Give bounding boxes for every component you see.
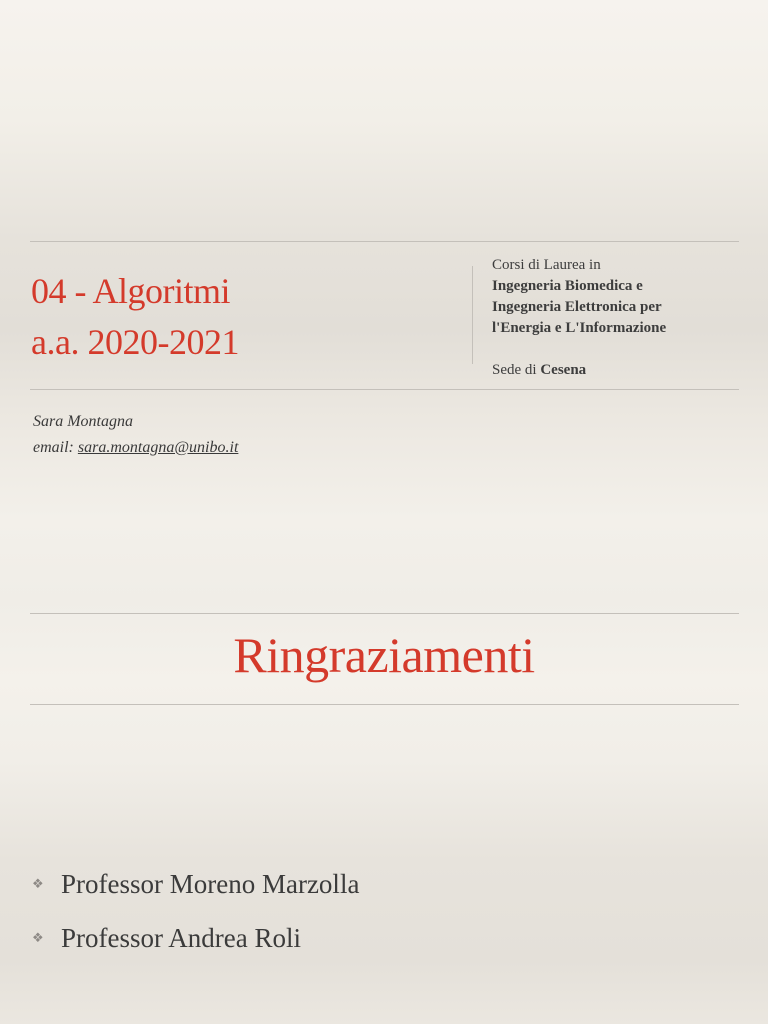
sede-prefix: Sede di [492, 362, 541, 378]
course-line-2: Ingegneria Elettronica per [492, 299, 662, 315]
course-line-1: Ingegneria Biomedica e [492, 278, 643, 294]
title-bottom-rule [30, 704, 739, 705]
diamond-bullet-icon: ❖ [32, 876, 44, 891]
vertical-divider [472, 266, 473, 364]
acknowledgements-slide [0, 512, 768, 1024]
top-rule [30, 241, 739, 242]
sede-city: Cesena [540, 362, 587, 378]
course-intro: Corsi di Laurea in [492, 257, 601, 273]
bottom-rule [30, 389, 739, 390]
slide-title-line-1: 04 - Algoritmi [31, 271, 230, 311]
slide-title: Ringraziamenti [233, 627, 535, 683]
list-item-text: Professor Andrea Roli [61, 923, 301, 953]
sede-line [492, 360, 732, 381]
author-name: Sara Montagna [33, 413, 133, 430]
slide-title-line-2: a.a. 2020-2021 [31, 322, 239, 362]
diamond-bullet-icon: ❖ [32, 930, 44, 945]
email-link[interactable]: sara.montagna@unibo.it [77, 439, 239, 456]
course-line-3: l'Energia e L'Informazione [492, 320, 667, 336]
course-info [492, 255, 732, 381]
email-label: email: [33, 439, 78, 456]
author-email-line [33, 435, 238, 461]
title-top-rule [30, 613, 739, 614]
author-block [33, 409, 238, 461]
list-item-text: Professor Moreno Marzolla [61, 869, 360, 899]
